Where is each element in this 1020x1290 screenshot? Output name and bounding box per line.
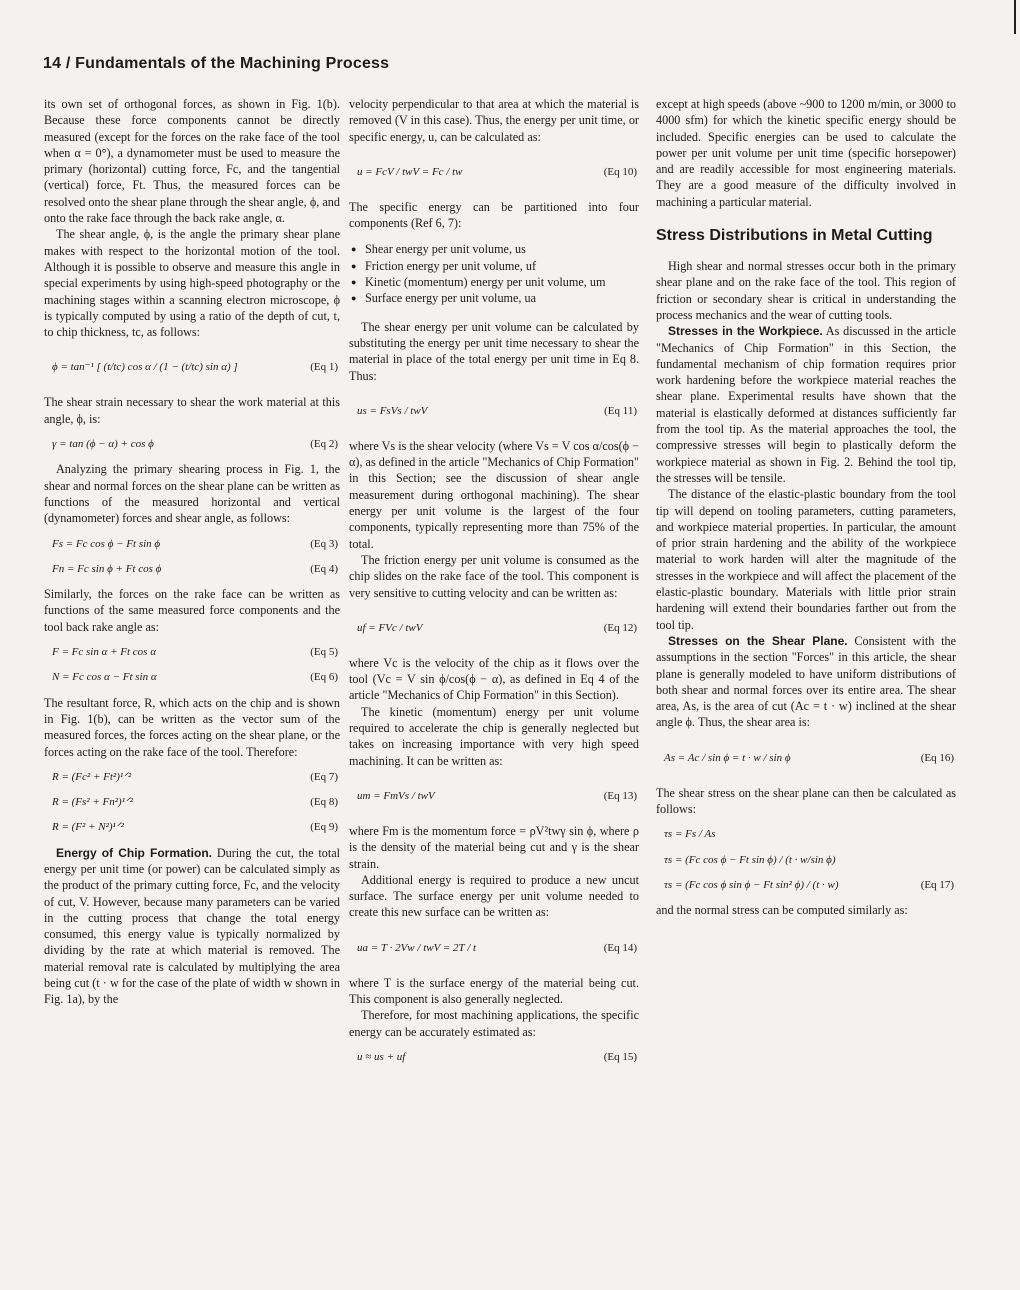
paragraph: except at high speeds (above ~900 to 1200 m/min, or 3000 to 4000 sfm) for which the kinetic specific energy should be included. Specific energies can be used to calculate the power per unit volume per unit time (specific horsepower) and are readily accessible for most engineering materials. They are a good measure of the difficulty involved in machining a particular material. xyxy=(656,97,956,209)
list-item: ● Friction energy per unit volume, uf xyxy=(349,258,639,274)
paragraph: The resultant force, R, which acts on the chip and is shown in Fig. 1(b), can be written as the vector sum of the measured forces, the forces acting on the shear plane, or the forces acting on the rake face of the tool. Therefore: xyxy=(44,695,340,759)
equation-5: F = Fc sin α + Ft cos α (Eq 5) xyxy=(52,646,338,659)
equation-14: ua = T · 2Vw / twV = 2T / t (Eq 14) xyxy=(357,941,637,954)
section-heading: Stress Distributions in Metal Cutting xyxy=(656,227,933,245)
paragraph: Stresses in the Workpiece. As discussed in the article "Mechanics of Chip Formation" in this Section, the fundamental mechanism of chip formation requires prior work hardening before the workpiece material reaches the shear plane. Experimental results have shown that the material is elastically deformed at distances sufficiently far from the tool tip. As the material approaches the tool, the compressive stresses will begin to plastically deform the workpiece material as shown in Fig. 2. Behind the tool tip, the stresses will be tensile. xyxy=(656,324,956,485)
equation-4: Fn = Fc sin ϕ + Ft cos ϕ (Eq 4) xyxy=(52,562,338,575)
paragraph: its own set of orthogonal forces, as shown in Fig. 1(b). Because these force components cannot be directly measured (except for the forces on the rake face of the tool when α = 0°), a dynamometer must be used to measure the primary (horizontal) cutting force, Fc, and the tangential (vertical) force, Ft. Thus, the measured forces can be resolved onto the shear plane through the shear angle, ϕ, and onto the rake face through the back rake angle, α. xyxy=(44,97,340,226)
paragraph: where Vc is the velocity of the chip as it flows over the tool (Vc = V sin ϕ/cos(ϕ − α), as defined in Eq 4 of the article "Mechanics of Chip Formation" in this Section). xyxy=(349,655,639,703)
equation-8: R = (Fs² + Fn²)¹ᐟ² (Eq 8) xyxy=(52,796,338,809)
equation-3: Fs = Fc cos ϕ − Ft sin ϕ (Eq 3) xyxy=(52,537,338,550)
paragraph: Additional energy is required to produce a new uncut surface. The surface energy per unit volume needed to create this new surface can be written as: xyxy=(349,872,639,920)
equation-11: us = FsVs / twV (Eq 11) xyxy=(357,404,637,417)
paragraph: Similarly, the forces on the rake face can be written as functions of the same measured force components and the tool back rake angle as: xyxy=(44,587,340,634)
run-in-heading: Energy of Chip Formation. xyxy=(56,845,212,860)
paragraph: Energy of Chip Formation. During the cut, the total energy per unit time (or power) can be calculated simply as the product of the primary cutting force, Fc, and the velocity of cut, V. However, because many parameters can be varied in the cutting process that change the total energy consumed, this energy value is typically normalized by dividing by the rate at which material is removed. The material removal rate is calculated by multiplying the area being cut (t · w for the case of the plate of width w shown in Fig. 1a), by the xyxy=(44,845,341,1007)
equation-6: N = Fc cos α − Ft sin α (Eq 6) xyxy=(52,671,338,684)
equation-15: u ≈ us + uf (Eq 15) xyxy=(357,1050,637,1063)
paragraph: The shear stress on the shear plane can then be calculated as follows: xyxy=(656,785,956,816)
equation-16: As = Ac / sin ϕ = t · w / sin ϕ (Eq 16) xyxy=(664,751,954,764)
paragraph: The shear strain necessary to shear the work material at this angle, ϕ, is: xyxy=(44,395,340,426)
equation-2: γ = tan (ϕ − α) + cos ϕ (Eq 2) xyxy=(52,438,338,451)
run-in-heading: Stresses in the Workpiece. xyxy=(668,324,823,339)
paragraph: Therefore, for most machining applications, the specific energy can be accurately estimated as: xyxy=(349,1008,639,1039)
bullet-list xyxy=(349,241,639,306)
column-3 xyxy=(656,96,956,918)
paragraph: The kinetic (momentum) energy per unit volume required to accelerate the chip is generally neglected but takes on increasing importance with very high speed machining. It can be written as: xyxy=(349,704,639,768)
paragraph: The shear angle, ϕ, is the angle the primary shear plane makes with respect to the horizontal motion of the tool. Although it is possible to observe and measure this angle in special experiments by using high-speed photography or the machining stages within a scanning electron microscope, ϕ is typically computed by using a ratio of the depth of cut, t, to chip thickness, tc, as follows: xyxy=(44,227,340,340)
paragraph: where Fm is the momentum force = ρV²twγ sin ϕ, where ρ is the density of the material being cut and γ is the shear strain. xyxy=(349,823,639,871)
equation-17a: τs = Fs / As xyxy=(664,828,716,841)
equation-9: R = (F² + N²)¹ᐟ² (Eq 9) xyxy=(52,821,338,834)
list-item: ● Surface energy per unit volume, ua xyxy=(349,290,639,306)
paragraph: The friction energy per unit volume is consumed as the chip slides on the rake face of the tool. This component is very sensitive to cutting velocity and can be written as: xyxy=(349,552,639,600)
page-header: 14 / Fundamentals of the Machining Process xyxy=(43,55,390,72)
paragraph: The shear energy per unit volume can be calculated by substituting the energy per unit time necessary to shear the material in place of the total energy per unit time in Eq 8. Thus: xyxy=(349,319,639,383)
paragraph: where Vs is the shear velocity (where Vs = V cos α/cos(ϕ − α), as defined in the article "Mechanics of Chip Formation" in this Section; see the discussion of shear angle measurement during orthogonal machining). The shear energy per unit volume is the largest of the four components, typically representing more than 75% of the total. xyxy=(349,438,639,551)
list-item: ● Shear energy per unit volume, us xyxy=(349,241,639,257)
paragraph: where T is the surface energy of the material being cut. This component is also generally neglected. xyxy=(349,975,639,1006)
equation-17c: τs = (Fc cos ϕ sin ϕ − Ft sin² ϕ) / (t · w) (Eq 17) xyxy=(664,878,954,891)
paragraph: High shear and normal stresses occur both in the primary shear plane and on the rake face of the tool. This region of friction or secondary shear is critical in understanding the process mechanics and the wear of cutting tools. xyxy=(656,259,956,322)
equation-10: u = FcV / twV = Fc / tw (Eq 10) xyxy=(357,165,637,178)
paragraph: velocity perpendicular to that area at which the material is removed (V in this case). Thus, the energy per unit time, or specific energy, u, can be calculated as: xyxy=(349,97,639,144)
paragraph: Analyzing the primary shearing process in Fig. 1, the shear and normal forces on the shear plane can be written as functions of the measured horizontal and vertical (dynamometer) forces and shear angle, as follows: xyxy=(44,462,340,526)
equation-7: R = (Fc² + Ft²)¹ᐟ² (Eq 7) xyxy=(52,770,338,783)
equation-1: ϕ = tan⁻¹ [ (t/tc) cos α / (1 − (t/tc) sin α) ] (Eq 1) xyxy=(52,361,338,374)
equation-13: um = FmVs / twV (Eq 13) xyxy=(357,789,637,802)
paragraph: and the normal stress can be computed similarly as: xyxy=(656,903,908,918)
column-1 xyxy=(44,96,340,1008)
run-in-heading: Stresses on the Shear Plane. xyxy=(668,633,848,648)
paragraph: Stresses on the Shear Plane. Consistent with the assumptions in the section "Forces" in this article, the shear plane is generally modeled to have uniform distributions of both shear and normal forces over its entire area. The shear area, As, is the area of cut (Ac = t · w) inclined at the shear angle ϕ. Thus, the shear area is: xyxy=(656,633,956,730)
paragraph: The distance of the elastic-plastic boundary from the tool tip will depend on tooling parameters, cutting parameters, and workpiece material properties. In particular, the amount of prior strain hardening and the ability of the workpiece material to work harden will alter the magnitude of the stresses in the workpiece and will affect the placement of the elastic-plastic boundary. Materials with little prior strain hardening will extend their boundaries farther out from the tool tip. xyxy=(656,487,956,632)
equation-17b: τs = (Fc cos ϕ − Ft sin ϕ) / (t · w/sin ϕ) xyxy=(664,853,836,866)
paragraph: The specific energy can be partitioned into four components (Ref 6, 7): xyxy=(349,199,639,231)
list-item: ● Kinetic (momentum) energy per unit volume, um xyxy=(349,274,639,290)
equation-12: uf = FVc / twV (Eq 12) xyxy=(357,621,637,634)
page-edge-line xyxy=(1014,0,1016,34)
column-2 xyxy=(349,96,639,1074)
